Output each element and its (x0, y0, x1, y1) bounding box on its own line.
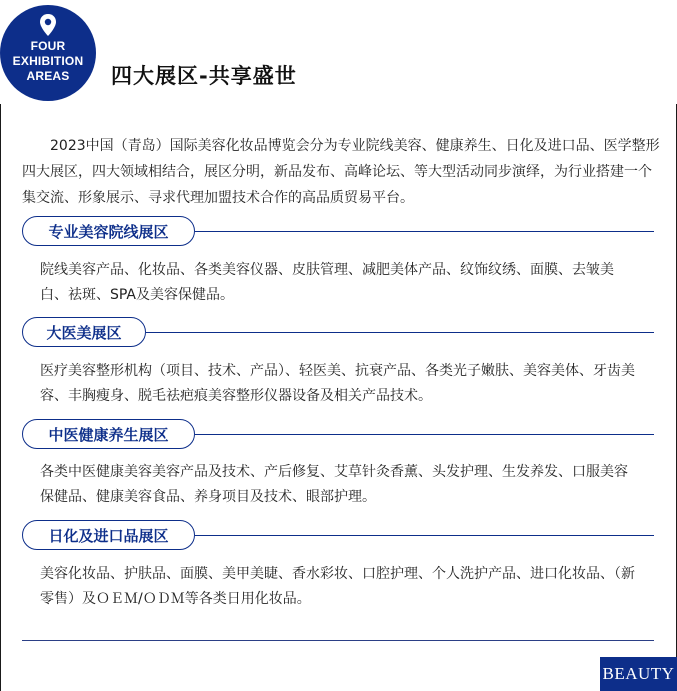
section-divider (195, 535, 654, 536)
beauty-tag-text: BEAUTY (602, 664, 675, 683)
frame-left-border (0, 104, 1, 691)
section-label: 专业美容院线展区 (48, 222, 169, 241)
section-badge (0, 5, 96, 101)
location-pin-icon (38, 13, 58, 37)
section-divider (146, 332, 654, 333)
badge-text: FOUR EXHIBITION AREAS (12, 39, 84, 83)
section-header-medical-beauty (22, 317, 146, 347)
section-label: 日化及进口品展区 (48, 526, 169, 545)
section-description: 院线美容产品、化妆品、各类美容仪器、皮肤管理、减肥美体产品、纹饰纹绣、面膜、去皱美白、祛斑、SPA及美容保健品。 (40, 262, 614, 303)
section-header-daily-chemical-import (22, 520, 195, 550)
intro-paragraph (22, 133, 662, 211)
section-divider (195, 434, 654, 435)
content-bottom-rule (22, 640, 654, 641)
beauty-tag (600, 657, 677, 691)
section-label: 大医美展区 (46, 323, 122, 342)
section-description: 美容化妆品、护肤品、面膜、美甲美睫、香水彩妆、口腔护理、个人洗护产品、进口化妆品、（新零售）及ＯＥＭ/ＯＤＭ等各类日用化妆品。 (40, 566, 635, 607)
section-description: 医疗美容整形机构（项目、技术、产品）、轻医美、抗衰产品、各类光子嫩肤、美容美体、牙齿美容、丰胸瘦身、脱毛祛疤痕美容整形仪器设备及相关产品技术。 (40, 363, 635, 404)
section-header-tcm-health (22, 419, 195, 449)
section-label: 中医健康养生展区 (48, 425, 169, 444)
section-description: 各类中医健康美容美容产品及技术、产后修复、艾草针灸香薰、头发护理、生发养发、口服美容保健品、健康美容食品、养身项目及技术、眼部护理。 (40, 464, 628, 505)
section-divider (195, 231, 654, 232)
page-title: 四大展区-共享盛世 (111, 64, 297, 88)
section-header-professional-salon (22, 216, 195, 246)
intro-text: 2023中国（青岛）国际美容化妆品博览会分为专业院线美容、健康养生、日化及进口品、医学整形四大展区，四大领域相结合，展区分明，新品发布、高峰论坛、等大型活动同步演绎，为行业搭建一个集交流、形象展示、寻求代理加盟技术合作的高品质贸易平台。 (22, 138, 660, 206)
